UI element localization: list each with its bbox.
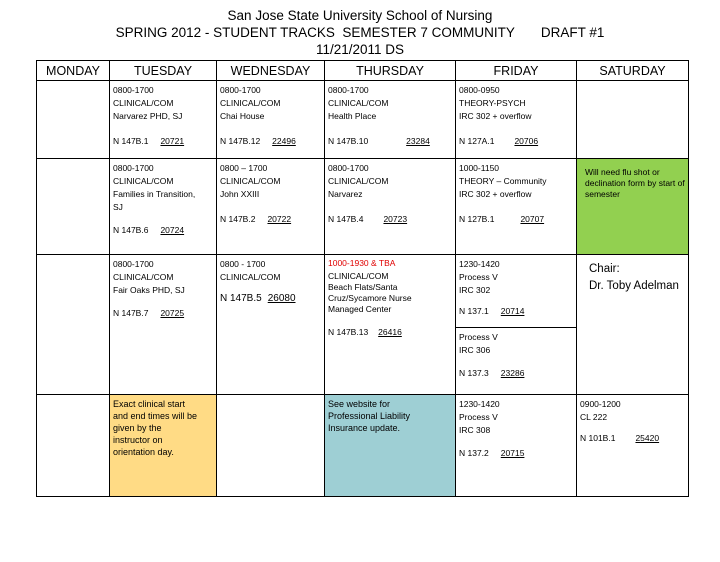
- cell-mon-2: [37, 159, 110, 255]
- place: Managed Center: [328, 304, 392, 314]
- place: IRC 308: [459, 425, 491, 435]
- place: SJ: [113, 202, 123, 212]
- place: John XXIII: [220, 189, 260, 199]
- schedule-row-3: [37, 255, 689, 395]
- cell-fri-2: [456, 159, 577, 255]
- insurance-note: See website for: [328, 399, 391, 409]
- cell-tue-3: [110, 255, 217, 395]
- cell-wed-4: [217, 395, 325, 497]
- place: Fair Oaks PHD, SJ: [113, 285, 185, 295]
- section: N 101B.1: [580, 433, 616, 443]
- time: 0800-1700: [113, 259, 154, 269]
- course-code: 20714: [500, 306, 525, 316]
- clinical-times-note: Exact clinical start: [113, 399, 186, 409]
- day-tuesday: TUESDAY: [110, 61, 217, 81]
- course-code: 26416: [378, 327, 402, 337]
- place: IRC 302: [459, 285, 491, 295]
- insurance-note: Insurance update.: [328, 423, 401, 433]
- cell-sat-3-chair: [577, 255, 689, 395]
- place: IRC 302 + overflow: [459, 111, 532, 121]
- cell-mon-1: [37, 81, 110, 159]
- day-friday: FRIDAY: [456, 61, 577, 81]
- cell-tue-2: [110, 159, 217, 255]
- course-code: 20715: [500, 448, 525, 458]
- course-code: 20722: [267, 214, 292, 224]
- place: Cruz/Sycamore Nurse: [328, 293, 412, 303]
- cell-fri-1: [456, 81, 577, 159]
- title-school: San Jose State University School of Nursing: [227, 8, 493, 23]
- section: N 127B.1: [459, 214, 495, 224]
- schedule-row-2: [37, 159, 689, 255]
- cell-thu-1: [325, 81, 456, 159]
- section: N 127A.1: [459, 136, 495, 146]
- cell-tue-4-note: [110, 395, 217, 497]
- fri-3-process-v-a: [456, 255, 576, 327]
- type: Process V: [459, 272, 498, 282]
- day-saturday: SATURDAY: [577, 61, 689, 81]
- schedule-table: [36, 60, 689, 497]
- cell-wed-2: [217, 159, 325, 255]
- course-code: 25420: [635, 433, 660, 443]
- time: 1230-1420: [459, 399, 500, 409]
- section: N 137.1: [459, 306, 489, 316]
- type: Process V: [459, 412, 498, 422]
- place: Narvarez: [328, 189, 363, 199]
- time: 0800 – 1700: [220, 163, 268, 173]
- cell-tue-1: [110, 81, 217, 159]
- cell-wed-3: [217, 255, 325, 395]
- time: 1000-1930 & TBA: [328, 258, 396, 268]
- type: CLINICAL/COM: [220, 176, 281, 186]
- type: CLINICAL/COM: [113, 98, 174, 108]
- section: N 147B.10: [328, 136, 369, 146]
- time: 0800-1700: [328, 163, 369, 173]
- place: Health Place: [328, 111, 377, 121]
- chair-name: Dr. Toby Adelman: [589, 280, 679, 292]
- course-code: 20725: [160, 308, 185, 318]
- time: 0800-1700: [328, 85, 369, 95]
- time: 1000-1150: [459, 163, 500, 173]
- cell-thu-4-note: [325, 395, 456, 497]
- clinical-times-note: and end times will be: [113, 411, 198, 421]
- title-semester: SPRING 2012 - STUDENT TRACKS SEMESTER 7 COMMUNITY DRAFT #1: [115, 25, 605, 40]
- chair-label: Chair:: [589, 263, 620, 275]
- day-monday: MONDAY: [37, 61, 110, 81]
- course-code: 26080: [267, 293, 296, 304]
- clinical-times-note: given by the: [113, 423, 162, 433]
- section: N 147B.2: [220, 214, 256, 224]
- course-code: 20721: [160, 136, 185, 146]
- time: 0800-1700: [220, 85, 261, 95]
- section: N 137.3: [459, 368, 489, 378]
- time: 1230-1420: [459, 259, 500, 269]
- type: CLINICAL/COM: [328, 98, 389, 108]
- flu-shot-note: Will need flu shot or declination form by start of semester: [585, 167, 685, 199]
- clinical-times-note: orientation day.: [113, 447, 174, 457]
- place: Narvarez PHD, SJ: [113, 111, 183, 121]
- time: 0800 - 1700: [220, 259, 266, 269]
- type: THEORY-PSYCH: [459, 98, 526, 108]
- time: 0800-1700: [113, 163, 154, 173]
- time: 0900-1200: [580, 399, 621, 409]
- place: Chai House: [220, 111, 265, 121]
- schedule-row-4: [37, 395, 689, 497]
- section: N 147B.6: [113, 225, 149, 235]
- place: IRC 302 + overflow: [459, 189, 532, 199]
- time: 0800-0950: [459, 85, 500, 95]
- title-date: 11/21/2011 DS: [315, 42, 405, 57]
- place: Families in Transition,: [113, 189, 196, 199]
- cell-thu-2: [325, 159, 456, 255]
- course-code: 20707: [520, 214, 545, 224]
- type: CLINICAL/COM: [220, 272, 281, 282]
- course-code: 20723: [383, 214, 408, 224]
- cell-fri-3: [456, 255, 577, 395]
- type: THEORY – Community: [459, 176, 547, 186]
- fri-3-process-v-b: [456, 327, 576, 394]
- cell-thu-3: [325, 255, 456, 395]
- cell-mon-3: [37, 255, 110, 395]
- section: N 147B.5: [220, 293, 262, 304]
- course-code: 20724: [160, 225, 185, 235]
- day-header-row: [37, 61, 689, 81]
- type: CLINICAL/COM: [328, 271, 389, 281]
- place: Beach Flats/Santa: [328, 282, 398, 292]
- section: N 137.2: [459, 448, 489, 458]
- cell-mon-4: [37, 395, 110, 497]
- section: N 147B.7: [113, 308, 149, 318]
- type: CLINICAL/COM: [113, 176, 174, 186]
- clinical-times-note: instructor on: [113, 435, 163, 445]
- type: CLINICAL/COM: [113, 272, 174, 282]
- course-code: 23286: [500, 368, 525, 378]
- day-wednesday: WEDNESDAY: [217, 61, 325, 81]
- type: Process V: [459, 332, 498, 342]
- insurance-note: Professional Liability: [328, 411, 411, 421]
- section: N 147B.1: [113, 136, 149, 146]
- type: CLINICAL/COM: [328, 176, 389, 186]
- place: CL 222: [580, 412, 608, 422]
- place: IRC 306: [459, 345, 491, 355]
- section: N 147B.12: [220, 136, 261, 146]
- day-thursday: THURSDAY: [325, 61, 456, 81]
- course-code: 20706: [514, 136, 539, 146]
- cell-sat-1: [577, 81, 689, 159]
- section: N 147B.13: [328, 327, 369, 337]
- cell-wed-1: [217, 81, 325, 159]
- cell-fri-4: [456, 395, 577, 497]
- cell-sat-2-flu-note: [577, 159, 689, 255]
- type: CLINICAL/COM: [220, 98, 281, 108]
- course-code: 22496: [272, 136, 296, 146]
- time: 0800-1700: [113, 85, 154, 95]
- cell-sat-4: [577, 395, 689, 497]
- section: N 147B.4: [328, 214, 364, 224]
- course-code: 23284: [406, 136, 430, 146]
- schedule-row-1: [37, 81, 689, 159]
